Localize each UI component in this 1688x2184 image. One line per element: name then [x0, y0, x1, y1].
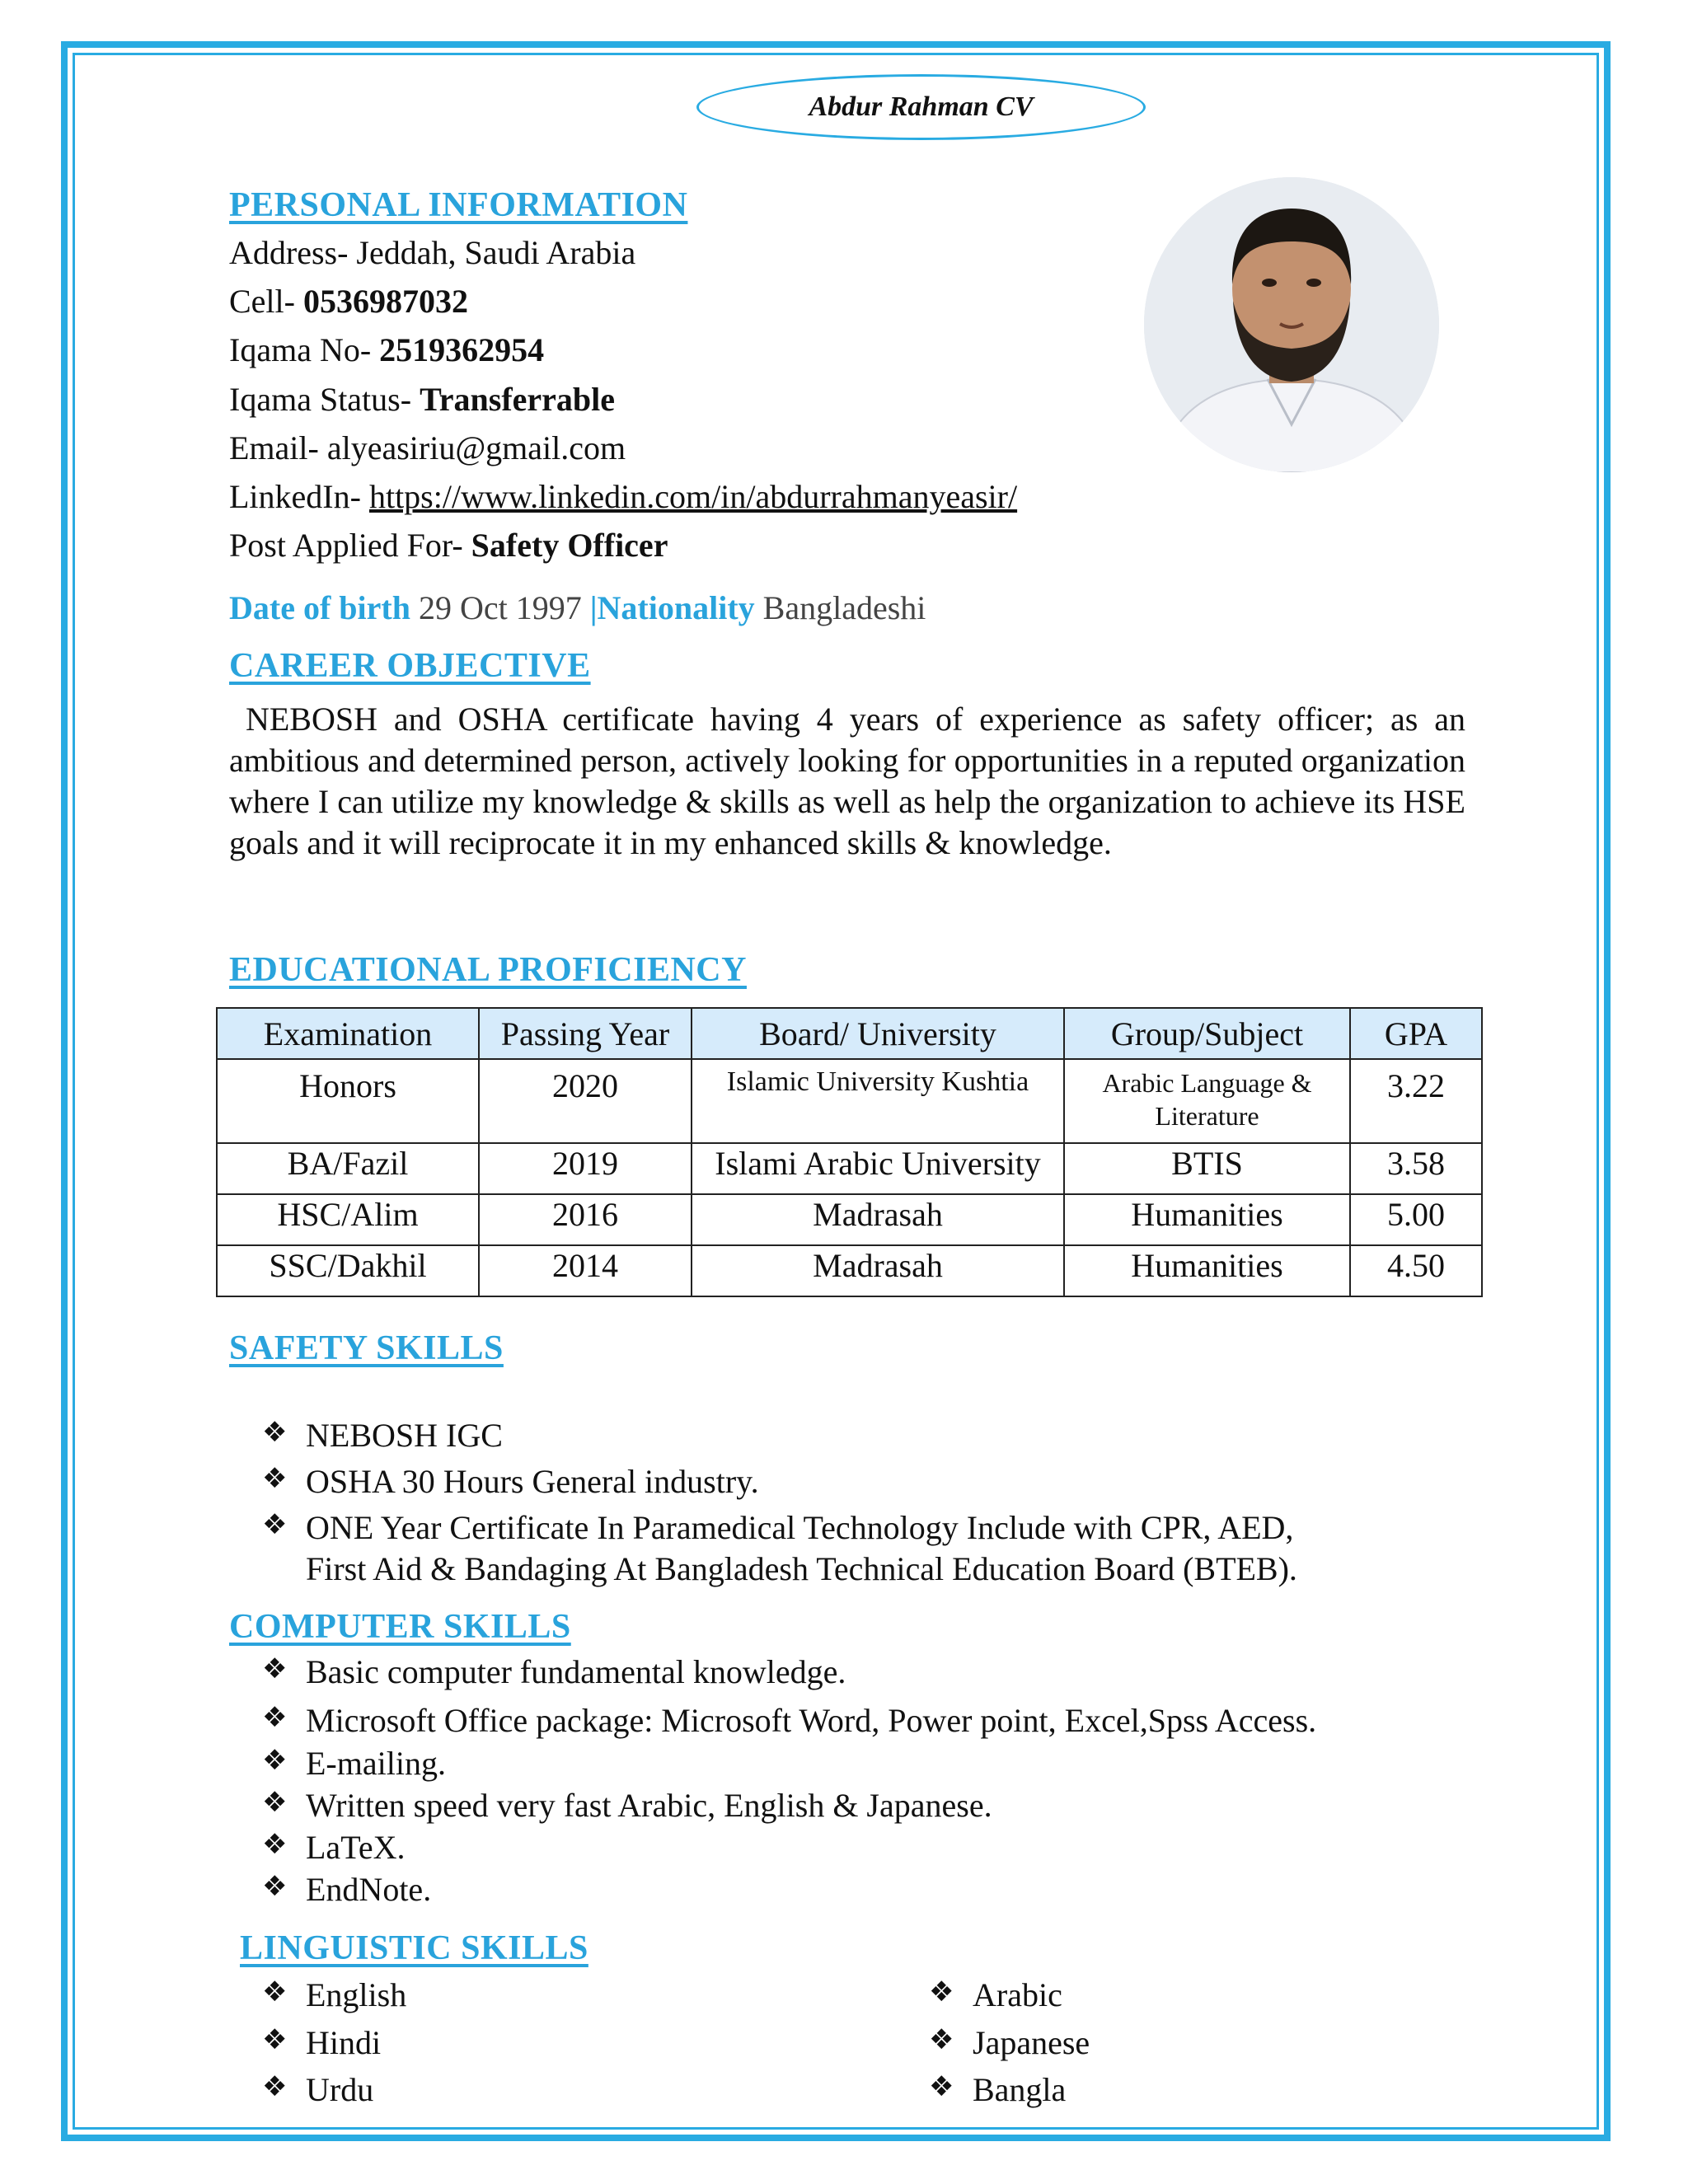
cv-title: Abdur Rahman CV	[696, 74, 1146, 140]
cell-group: Arabic Language & Literature	[1064, 1059, 1350, 1143]
cell-gpa: 3.22	[1350, 1059, 1482, 1143]
list-item: ❖ Urdu	[262, 2070, 374, 2108]
table-row	[217, 1143, 1482, 1194]
cell-year: 2016	[479, 1194, 692, 1245]
col-header-board: Board/ University	[692, 1008, 1064, 1059]
cell-year: 2020	[479, 1059, 692, 1143]
iqama-line: Iqama No- 2519362954	[229, 331, 545, 368]
bullet-icon: ❖	[262, 1975, 288, 2008]
list-item-continuation: First Aid & Bandaging At Bangladesh Technical Education Board (BTEB).	[306, 1550, 1297, 1587]
linkedin-line: LinkedIn- https://www.linkedin.com/in/abdurrahmanyeasir/	[229, 478, 1018, 515]
cell-group: BTIS	[1064, 1143, 1350, 1194]
cell-gpa: 5.00	[1350, 1194, 1482, 1245]
list-item: ❖ English	[262, 1975, 407, 2013]
cell-examination: HSC/Alim	[217, 1194, 479, 1245]
career-objective-heading: CAREER OBJECTIVE	[229, 647, 591, 685]
cell-gpa: 3.58	[1350, 1143, 1482, 1194]
cell-group: Humanities	[1064, 1194, 1350, 1245]
list-item: ❖ EndNote.	[262, 1870, 432, 1908]
bullet-icon: ❖	[262, 1652, 288, 1685]
post-applied-line: Post Applied For- Safety Officer	[229, 527, 668, 564]
safety-skills-list	[262, 1416, 1482, 1591]
dob-nationality-line	[229, 588, 926, 627]
list-item: ❖ NEBOSH IGC	[262, 1416, 503, 1454]
cell-group: Humanities	[1064, 1245, 1350, 1296]
linkedin-link[interactable]: https://www.linkedin.com/in/abdurrahmanyeasir/	[368, 478, 1018, 515]
col-header-group: Group/Subject	[1064, 1008, 1350, 1059]
col-header-gpa: GPA	[1350, 1008, 1482, 1059]
list-item: ❖ Bangla	[929, 2070, 1067, 2108]
bullet-icon: ❖	[262, 1508, 288, 1541]
safety-skills-heading: SAFETY SKILLS	[229, 1329, 504, 1367]
linguistic-skills-heading: LINGUISTIC SKILLS	[240, 1929, 588, 1967]
bullet-icon: ❖	[929, 2023, 954, 2056]
dob-label: Date of birth	[229, 589, 410, 626]
list-item: ❖ ONE Year Certificate In Paramedical Technology Include with CPR, AED,	[262, 1508, 1294, 1546]
avatar	[1144, 177, 1439, 472]
bullet-icon: ❖	[929, 1975, 954, 2008]
cell-examination: Honors	[217, 1059, 479, 1143]
list-item: ❖ Microsoft Office package: Microsoft Word, Power point, Excel,Spss Access.	[262, 1701, 1317, 1739]
col-header-examination: Examination	[217, 1008, 479, 1059]
cell-line: Cell- 0536987032	[229, 283, 468, 320]
list-item: ❖ LaTeX.	[262, 1828, 406, 1866]
list-item: ❖ Basic computer fundamental knowledge.	[262, 1652, 846, 1690]
email-line: Email- alyeasiriu@gmail.com	[229, 429, 626, 466]
iqama-status-value: Transferrable	[420, 381, 616, 418]
cell-board: Islami Arabic University	[692, 1143, 1064, 1194]
career-objective-text: NEBOSH and OSHA certificate having 4 years of experience as safety officer; as an ambitious and determined person, actively looking for opportunities in a reputed organization where I can utilize my knowledge & skills as well as help the organization to achieve its HSE goals and it will reciprocate it in my enhanced skills & knowledge.	[229, 701, 1466, 861]
bullet-icon: ❖	[929, 2070, 954, 2103]
cell-examination: SSC/Dakhil	[217, 1245, 479, 1296]
table-row	[217, 1194, 1482, 1245]
address-value: Jeddah, Saudi Arabia	[356, 234, 636, 271]
bullet-icon: ❖	[262, 1462, 288, 1495]
profile-photo	[1144, 177, 1439, 472]
list-item: ❖ Hindi	[262, 2023, 382, 2061]
table-row	[217, 1245, 1482, 1296]
separator: |	[589, 589, 598, 626]
cell-board: Madrasah	[692, 1194, 1064, 1245]
table-row	[217, 1059, 1482, 1143]
cell-year: 2014	[479, 1245, 692, 1296]
cell-year: 2019	[479, 1143, 692, 1194]
list-item: ❖ OSHA 30 Hours General industry.	[262, 1462, 759, 1500]
bullet-icon: ❖	[262, 2023, 288, 2056]
languages-right-list	[929, 1975, 1341, 2117]
list-item: ❖ E-mailing.	[262, 1744, 446, 1782]
nationality-label: Nationality	[597, 589, 755, 626]
iqama-value: 2519362954	[379, 331, 545, 368]
bullet-icon: ❖	[262, 2070, 288, 2103]
list-item: ❖ Japanese	[929, 2023, 1090, 2061]
nationality-value: Bangladeshi	[762, 589, 926, 626]
list-item: ❖ Written speed very fast Arabic, English & Japanese.	[262, 1786, 992, 1824]
bullet-icon: ❖	[262, 1416, 288, 1449]
table-header-row	[217, 1008, 1482, 1059]
cell-board: Madrasah	[692, 1245, 1064, 1296]
col-header-passing-year: Passing Year	[479, 1008, 692, 1059]
personal-info-heading: PERSONAL INFORMATION	[229, 186, 688, 224]
address-line: Address- Jeddah, Saudi Arabia	[229, 234, 636, 271]
list-item: ❖ Arabic	[929, 1975, 1062, 2013]
cell-gpa: 4.50	[1350, 1245, 1482, 1296]
cell-board: Islamic University Kushtia	[692, 1059, 1064, 1143]
computer-skills-heading: COMPUTER SKILLS	[229, 1608, 571, 1646]
dob-value: 29 Oct 1997	[418, 589, 582, 626]
languages-left-list	[262, 1975, 674, 2117]
education-heading: EDUCATIONAL PROFICIENCY	[229, 951, 747, 989]
email-value[interactable]: alyeasiriu@gmail.com	[326, 429, 626, 466]
post-applied-value: Safety Officer	[471, 527, 668, 564]
bullet-icon: ❖	[262, 1744, 288, 1777]
cell-examination: BA/Fazil	[217, 1143, 479, 1194]
bullet-icon: ❖	[262, 1870, 288, 1903]
computer-skills-list	[262, 1652, 1482, 1912]
iqama-status-line: Iqama Status- Transferrable	[229, 381, 616, 418]
education-table	[216, 1007, 1483, 1297]
bullet-icon: ❖	[262, 1701, 288, 1734]
bullet-icon: ❖	[262, 1786, 288, 1819]
bullet-icon: ❖	[262, 1828, 288, 1861]
cell-value: 0536987032	[302, 283, 468, 320]
